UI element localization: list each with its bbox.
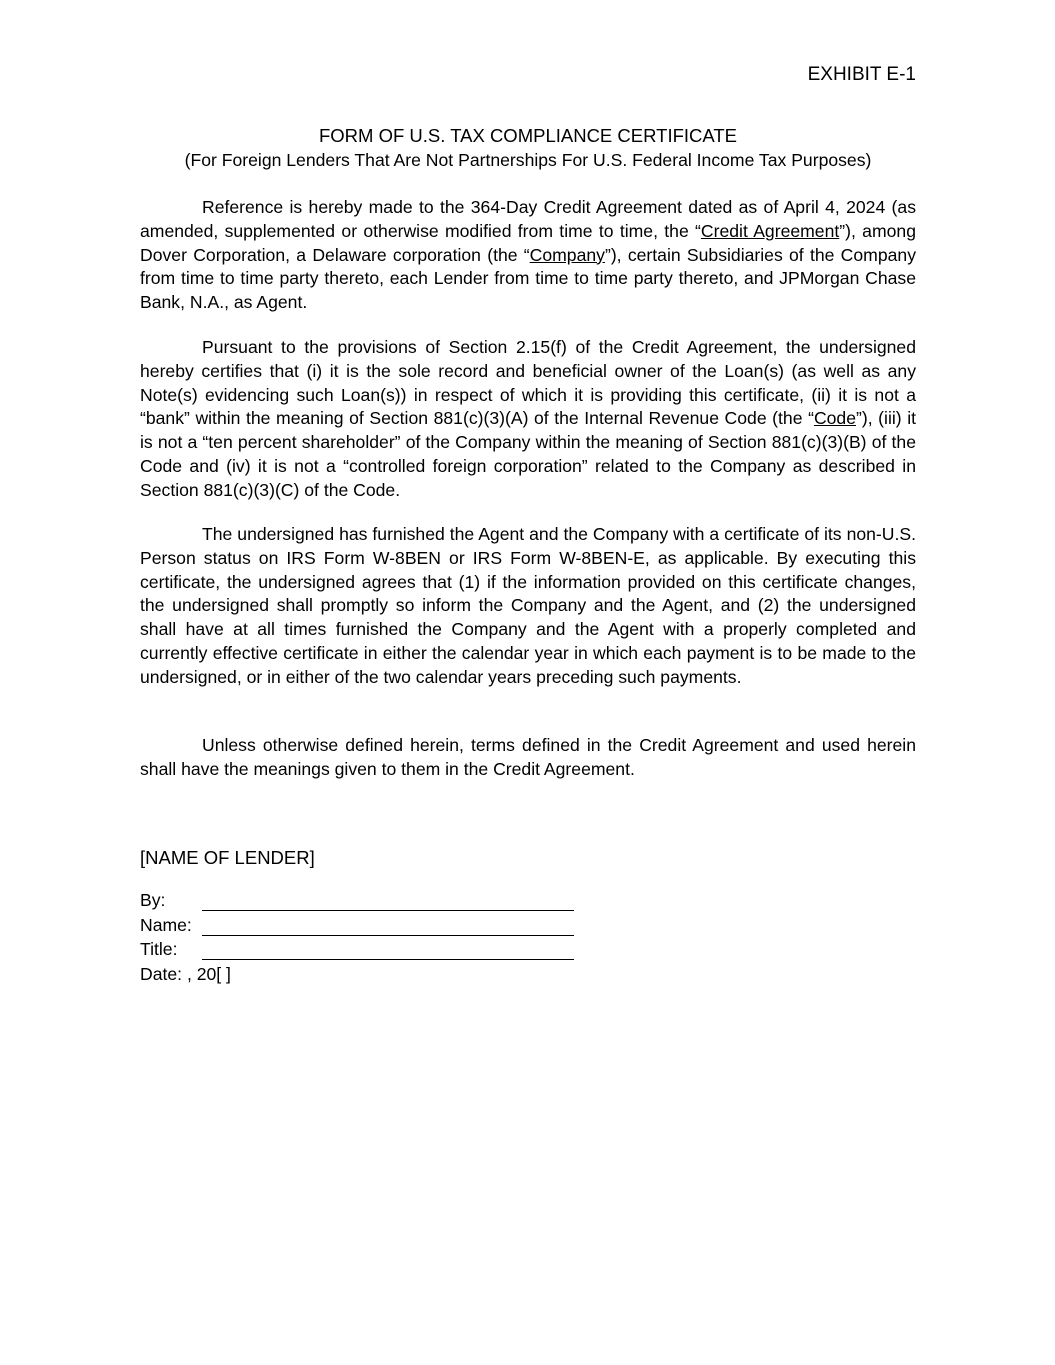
- by-signature-line: [202, 910, 574, 911]
- name-signature-line: [202, 935, 574, 936]
- signature-block: [140, 845, 640, 986]
- exhibit-label: EXHIBIT E-1: [807, 64, 916, 85]
- title-label: Title:: [140, 939, 178, 959]
- signature-row-title: [140, 937, 640, 962]
- signature-row-by: [140, 888, 640, 913]
- defined-term-code: Code: [813, 408, 856, 429]
- document-subtitle: (For Foreign Lenders That Are Not Partnerships For U.S. Federal Income Tax Purposes): [184, 150, 872, 170]
- document-title: FORM OF U.S. TAX COMPLIANCE CERTIFICATE: [318, 125, 737, 146]
- name-label: Name:: [140, 914, 192, 935]
- defined-term-company: Company: [529, 244, 605, 265]
- defined-term-credit-agreement: Credit Agreement: [700, 220, 840, 241]
- signature-row-name: [140, 913, 640, 938]
- paragraph-reference: [140, 196, 916, 315]
- paragraph-certification: [140, 336, 916, 503]
- date-label: Date: , 20[ ]: [140, 963, 231, 984]
- paragraph-reference-text-2: ”), among Dover Corporation, a Delaware corporation (the “: [140, 220, 916, 265]
- paragraph-certification-text-1: Pursuant to the provisions of Section 2.15(f) of the Credit Agreement, the undersigned hereby certifies that (i) it is the sole record and beneficial owner of the Loan(s) (as well as any Note(s) evidencing such Loan(s)) in respect of which it is providing this certificate, (ii) it is not a “bank” within the meaning of Section 881(c)(3)(A) of the Internal Revenue Code (the “: [140, 337, 916, 429]
- paragraph-reference-text-3: ”), certain Subsidiaries of the Company from time to time party thereto, each Lender from time to time party thereto, and JPMorgan Chase Bank, N.A., as Agent.: [140, 244, 916, 313]
- document-page: [140, 0, 916, 1365]
- lender-name-placeholder: [NAME OF LENDER]: [140, 847, 315, 868]
- by-label: By:: [140, 890, 166, 910]
- paragraph-certification-text-2: ”), (iii) it is not a “ten percent shareholder” of the Company within the meaning of Section 881(c)(3)(B) of the Code and (iv) it is not a “controlled foreign corporation” related to the Company as described in Section 881(c)(3)(C) of the Code.: [140, 408, 916, 500]
- title-signature-line: [202, 959, 574, 960]
- paragraph-undertaking: The undersigned has furnished the Agent and the Company with a certificate of its non-U.S. Person status on IRS Form W-8BEN or IRS Form W-8BEN-E, as applicable. By executing this certificate, the undersigned agrees that (1) if the information provided on this certificate changes, the undersigned shall promptly so inform the Company and the Agent, and (2) the undersigned shall have at all times furnished the Company and the Agent with a properly completed and currently effective certificate in either the calendar year in which each payment is to be made to the undersigned, or in either of the two calendar years preceding such payments.: [140, 524, 916, 687]
- title-block: [140, 124, 916, 172]
- signature-row-date: [140, 962, 640, 987]
- paragraph-reference-text-1: Reference is hereby made to the 364-Day Credit Agreement dated as of April 4, 2024 (as amended, supplemented or otherwise modified from time to time, the “: [140, 197, 916, 241]
- paragraph-definitions: Unless otherwise defined herein, terms defined in the Credit Agreement and used herein shall have the meanings given to them in the Credit Agreement.: [140, 735, 916, 779]
